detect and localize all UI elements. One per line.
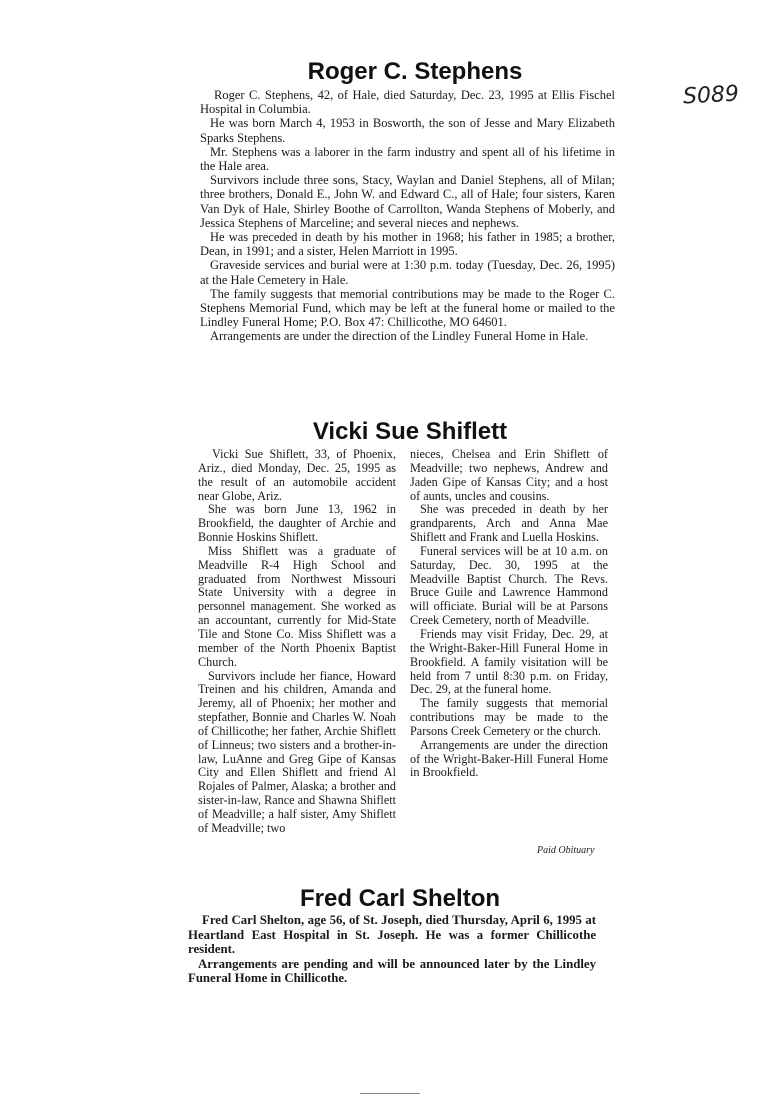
paragraph: Friends may visit Friday, Dec. 29, at the Wright-Baker-Hill Funeral Home in Brookfield. A family visitation will be held from 7 until 8:30 p.m. on Friday, Dec. 29, at the funeral home. [410,626,608,697]
handwritten-note: S089 [682,81,740,110]
paragraph: He was born March 4, 1953 in Bosworth, the son of Jesse and Mary Elizabeth Sparks Stephens. [200,116,615,145]
paragraph: nieces, Chelsea and Erin Shiflett of Meadville; two nephews, Andrew and Jaden Gipe of Kansas City; and a host of aunts, uncles and cousins. [410,447,608,503]
obituary-body-fred [188,913,596,986]
obituary-title-fred: Fred Carl Shelton [299,885,501,912]
paragraph: Mr. Stephens was a laborer in the farm industry and spent all of his lifetime in the Hale area. [200,144,615,174]
paragraph: Arrangements are under the direction of the Wright-Baker-Hill Funeral Home in Brookfield. [410,737,608,780]
paragraph: Fred Carl Shelton, age 56, of St. Joseph, died Thursday, April 6, 1995 at Heartland East Hospital in St. Joseph. He was a former Chillicothe resident. [188,913,596,956]
obituary-body-roger [200,88,615,344]
obituary-right-column-vicki [410,448,608,780]
paragraph: She was born June 13, 1962 in Brookfield, the daughter of Archie and Bonnie Hoskins Shiflett. [198,502,396,545]
obituary-title-vicki: Vicki Sue Shiflett [312,418,508,445]
obituary-left-column-vicki [198,448,396,836]
paragraph: Funeral services will be at 10 a.m. on Saturday, Dec. 30, 1995 at the Meadville Baptist Church. The Revs. Bruce Guile and Lawrence Hammond will officiate. Burial will be at Parsons Creek Cemetery, north of Meadville. [410,543,608,628]
paragraph: Roger C. Stephens, 42, of Hale, died Saturday, Dec. 23, 1995 at Ellis Fischel Hospital in Columbia. [200,88,615,117]
obituary-title-roger: Roger C. Stephens [307,58,523,85]
paragraph: Arrangements are under the direction of the Lindley Funeral Home in Hale. [210,329,589,344]
paragraph: Survivors include three sons, Stacy, Waylan and Daniel Stephens, all of Milan; three brothers, Donald E., John W. and Edward C., all of Hale; four sisters, Karen Van Dyk of Hale, Shirley Boothe of Carrollton, Wanda Stephens of Moberly, and Jessica Stephens of Marceline; and several nieces and nephews. [200,173,615,230]
paragraph: Arrangements are pending and will be announced later by the Lindley Funeral Home in Chillicothe. [188,956,596,985]
paragraph: Survivors include her fiance, Howard Treinen and his children, Amanda and Jeremy, all of Phoenix; her mother and stepfather, Bonnie and Charles W. Noah of Chillicothe; her father, Archie Shiflett of Linneus; two sisters and a brother-in-law, LuAnne and Greg Gipe of Kansas City and Ellen Shiflett and friend Al Rojales of Palmer, Alaska; a brother and sister-in-law, Rance and Shawna Shiflett of Meadville; a half sister, Amy Shiflett of Meadville; two [198,668,396,835]
scan-artifact-line [360,1093,420,1094]
paragraph: Miss Shiflett was a graduate of Meadville R-4 High School and graduated from Northwest Missouri State University with a degree in personnel management. She worked as an accountant, currently for Mid-State Tile and Stone Co. Miss Shiflett was a member of the North Phoenix Baptist Church. [198,543,396,669]
paragraph: The family suggests that memorial contributions may be made to the Roger C. Stephens Memorial Fund, which may be left at the funeral home or mailed to the Lindley Funeral Home; P.O. Box 47: Chillicothe, MO 64601. [200,286,615,330]
paragraph: Graveside services and burial were at 1:30 p.m. today (Tuesday, Dec. 26, 1995) at the Hale Cemetery in Hale. [200,258,615,287]
paid-obituary-tag: Paid Obituary [537,845,595,856]
paragraph: Vicki Sue Shiflett, 33, of Phoenix, Ariz., died Monday, Dec. 25, 1995 as the result of an automobile accident near Globe, Ariz. [198,447,396,503]
paragraph: She was preceded in death by her grandparents, Arch and Anna Mae Shiflett and Frank and Luella Hoskins. [410,502,608,545]
paragraph: The family suggests that memorial contributions may be made to the Parsons Creek Cemetery or the church. [410,696,608,738]
paragraph: He was preceded in death by his mother in 1968; his father in 1985; a brother, Dean, in 1991; and a sister, Helen Marriott in 1995. [200,230,615,259]
